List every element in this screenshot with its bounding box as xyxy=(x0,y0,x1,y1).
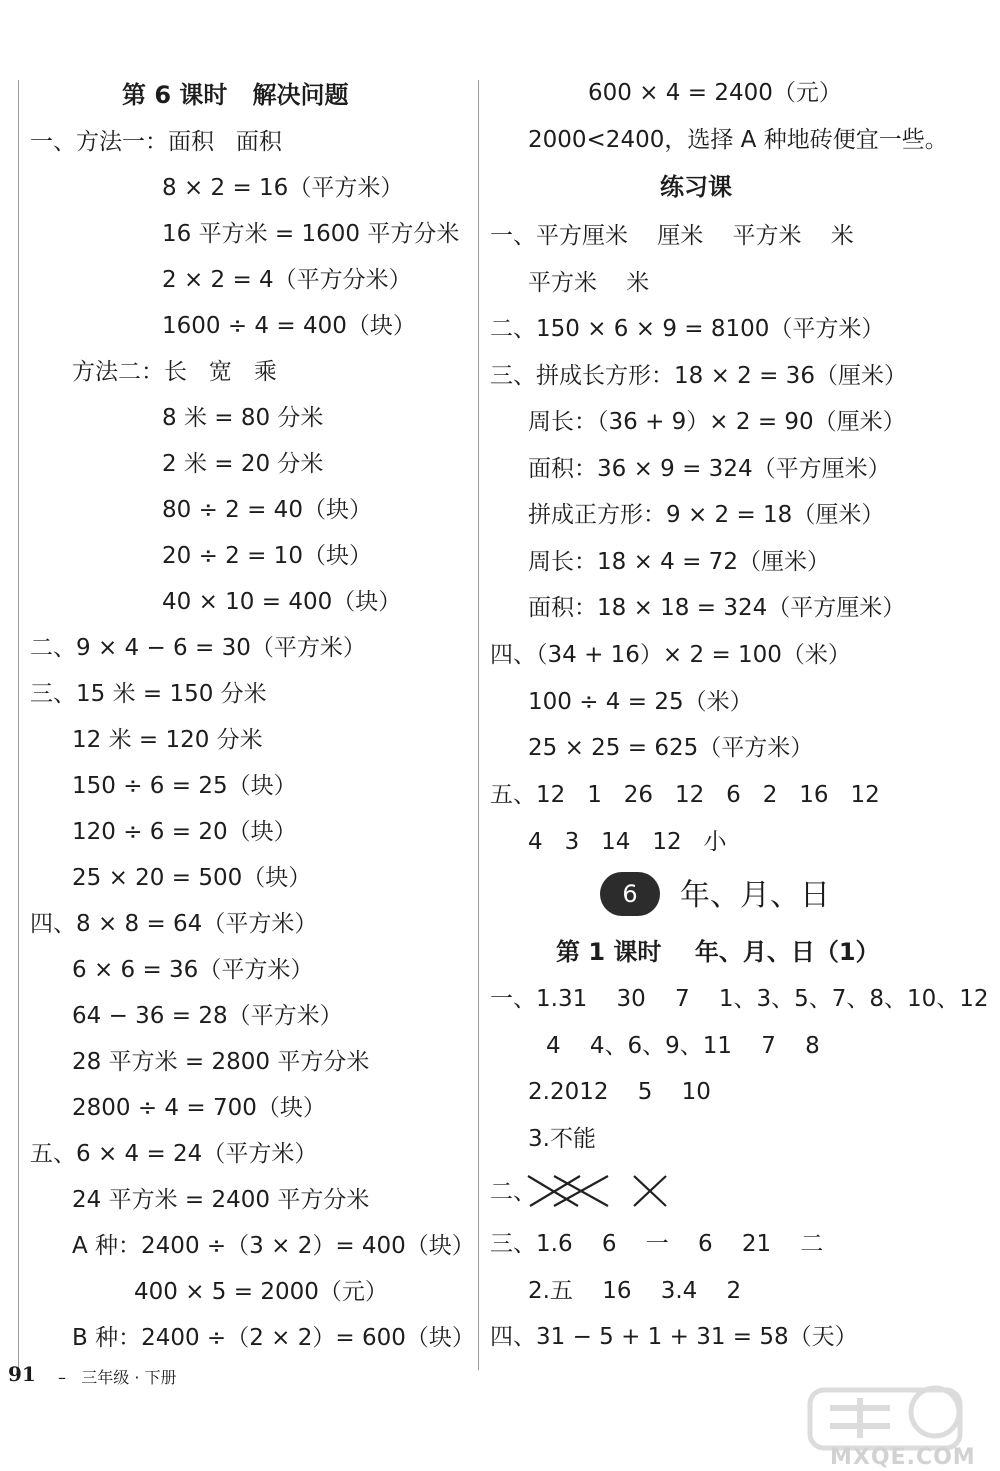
answer-line: 25 × 20 = 500（块） xyxy=(72,865,312,891)
answer-line: 四、（34 + 16）× 2 = 100（米） xyxy=(490,642,851,668)
answer-line: 四、8 × 8 = 64（平方米） xyxy=(30,911,318,937)
left-margin-rule xyxy=(18,80,19,1370)
watermark-text: MXQE.COM xyxy=(830,1445,976,1470)
matching-lines-diagram xyxy=(522,1170,682,1212)
answer-line: 三、1.6 6 一 6 21 二 xyxy=(490,1231,824,1257)
answer-line: 拼成正方形：9 × 2 = 18（厘米） xyxy=(528,502,885,528)
answer-line: 面积：36 × 9 = 324（平方厘米） xyxy=(528,456,891,482)
answer-line: 二、9 × 4 − 6 = 30（平方米） xyxy=(30,635,366,661)
column-divider xyxy=(478,80,479,1370)
answer-line: 2800 ÷ 4 = 700（块） xyxy=(72,1095,326,1121)
answer-line: 28 平方米 = 2800 平方分米 xyxy=(72,1049,370,1075)
answer-line: 三、拼成长方形：18 × 2 = 36（厘米） xyxy=(490,363,907,389)
answer-line: 100 ÷ 4 = 25（米） xyxy=(528,689,753,715)
answer-line: 2000<2400，选择 A 种地砖便宜一些。 xyxy=(528,127,948,153)
practice-title: 练习课 xyxy=(660,173,732,201)
answer-line: 20 ÷ 2 = 10（块） xyxy=(162,543,372,569)
answer-line: 8 米 = 80 分米 xyxy=(162,405,324,431)
answer-line: 二、150 × 6 × 9 = 8100（平方米） xyxy=(490,316,885,342)
answer-line: 平方米 米 xyxy=(528,270,650,296)
grade-label: – 三年级 · 下册 xyxy=(58,1368,177,1387)
answer-line: 24 平方米 = 2400 平方分米 xyxy=(72,1187,370,1213)
answer-line: 40 × 10 = 400（块） xyxy=(162,589,402,615)
answer-line: 4 3 14 12 小 xyxy=(528,829,727,855)
answer-line: 周长：（36 + 9）× 2 = 90（厘米） xyxy=(528,409,906,435)
answer-line: 4 4、6、9、11 7 8 xyxy=(546,1033,820,1059)
answer-line: 一、平方厘米 厘米 平方米 米 xyxy=(490,223,854,249)
answer-line: 64 − 36 = 28（平方米） xyxy=(72,1003,343,1029)
answer-line: 12 米 = 120 分米 xyxy=(72,727,263,753)
answer-line: 面积：18 × 18 = 324（平方厘米） xyxy=(528,595,906,621)
answer-line: 3.不能 xyxy=(528,1126,596,1152)
answer-line: 周长：18 × 4 = 72（厘米） xyxy=(528,549,830,575)
answer-line: 400 × 5 = 2000（元） xyxy=(134,1279,388,1305)
answer-line: 25 × 25 = 625（平方米） xyxy=(528,735,814,761)
answer-line: 6 × 6 = 36（平方米） xyxy=(72,957,314,983)
answer-line: 1600 ÷ 4 = 400（块） xyxy=(162,313,416,339)
answer-line: 2.五 16 3.4 2 xyxy=(528,1278,742,1304)
unit-number-badge: 6 xyxy=(600,872,660,916)
answer-line: 2 米 = 20 分米 xyxy=(162,451,324,477)
answer-line: 二、 xyxy=(490,1179,536,1205)
answer-line: 2 × 2 = 4（平方分米） xyxy=(162,267,412,293)
answer-line: 一、1.31 30 7 1、3、5、7、8、10、12 xyxy=(490,986,989,1012)
page-number: 91 xyxy=(8,1362,36,1386)
answer-line: 四、31 − 5 + 1 + 31 = 58（天） xyxy=(490,1324,858,1350)
answer-line: 8 × 2 = 16（平方米） xyxy=(162,175,404,201)
answer-line: 2.2012 5 10 xyxy=(528,1079,711,1105)
answer-line: 16 平方米 = 1600 平方分米 xyxy=(162,221,460,247)
answer-line: 五、12 1 26 12 6 2 16 12 xyxy=(490,782,880,808)
answer-line: A 种：2400 ÷（3 × 2）= 400（块） xyxy=(72,1233,475,1259)
answer-line: 方法二：长 宽 乘 xyxy=(72,359,277,385)
answer-line: B 种：2400 ÷（2 × 2）= 600（块） xyxy=(72,1325,475,1351)
answer-line: 120 ÷ 6 = 20（块） xyxy=(72,819,297,845)
answer-line: 150 ÷ 6 = 25（块） xyxy=(72,773,297,799)
answer-line: 600 × 4 = 2400（元） xyxy=(588,80,842,106)
left-lesson-title: 第 6 课时 解决问题 xyxy=(122,81,349,109)
answer-line: 一、方法一：面积 面积 xyxy=(30,129,282,155)
unit-title: 年、月、日 xyxy=(680,878,830,913)
lesson-title: 第 1 课时 年、月、日（1） xyxy=(556,938,880,966)
answer-line: 五、6 × 4 = 24（平方米） xyxy=(30,1141,318,1167)
answer-line: 80 ÷ 2 = 40（块） xyxy=(162,497,372,523)
answer-line: 三、15 米 = 150 分米 xyxy=(30,681,267,707)
